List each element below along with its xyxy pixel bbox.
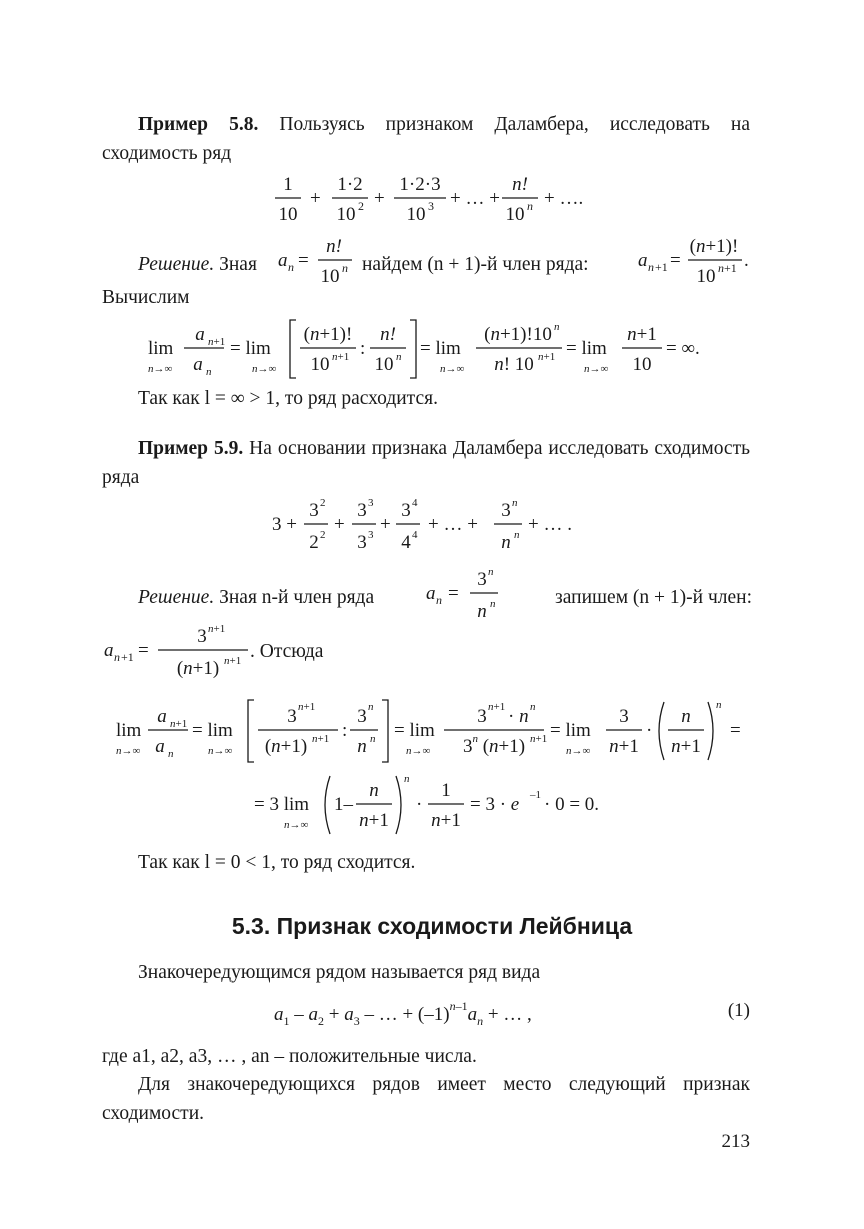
svg-text:3: 3 xyxy=(357,532,367,553)
an-formula-5-9 xyxy=(424,565,504,633)
svg-text:4: 4 xyxy=(412,529,418,541)
svg-text:= lim: = lim xyxy=(394,720,435,741)
svg-text:n: n xyxy=(477,601,487,622)
svg-text:n: n xyxy=(370,733,376,745)
svg-text:=: = xyxy=(448,583,459,604)
svg-text:10: 10 xyxy=(374,354,394,375)
svg-text:lim: lim xyxy=(148,338,174,359)
svg-text:n: n xyxy=(512,497,518,509)
svg-text:3: 3 xyxy=(197,626,207,647)
svg-text:3: 3 xyxy=(501,500,511,521)
solution-text-a: Зная n-й член ряда xyxy=(214,587,375,608)
svg-text:n: n xyxy=(514,529,520,541)
svg-text:n! 10: n! 10 xyxy=(494,354,534,375)
solution-text-b: запишем (n + 1)-й член: xyxy=(555,587,752,608)
svg-text:3 +: 3 + xyxy=(272,514,297,535)
closing-paragraph: Для знакочередующихся рядов имеет место следующий признак сходимости. xyxy=(102,1074,750,1124)
equation-number: (1) xyxy=(727,1000,750,1021)
solution-text-b: найдем (n + 1)-й член ряда: xyxy=(362,254,589,275)
svg-text:10: 10 xyxy=(278,204,298,225)
svg-text:n: n xyxy=(368,701,374,713)
svg-text:n: n xyxy=(501,532,511,553)
an-plus-1-formula-5-9 xyxy=(102,622,252,690)
svg-text:n+1: n+1 xyxy=(359,810,389,831)
svg-text:n→∞: n→∞ xyxy=(406,745,431,757)
svg-text:n+1: n+1 xyxy=(530,733,548,745)
svg-text:n→∞: n→∞ xyxy=(284,819,309,831)
svg-text:3: 3 xyxy=(401,500,411,521)
svg-text:= lim: = lim xyxy=(192,720,233,741)
svg-text:n!: n! xyxy=(512,174,528,195)
svg-text:·: · xyxy=(416,794,423,815)
svg-text:n+1: n+1 xyxy=(718,261,737,275)
svg-text:=: = xyxy=(298,250,309,271)
svg-text:+: + xyxy=(374,188,385,209)
svg-text:n: n xyxy=(168,748,174,760)
svg-text:1: 1 xyxy=(441,780,451,801)
svg-text:n+1: n+1 xyxy=(208,336,226,348)
svg-text:a: a xyxy=(155,736,165,757)
svg-text:n+1: n+1 xyxy=(208,623,226,635)
svg-text:(n+1)!: (n+1)! xyxy=(689,236,739,257)
svg-text:n: n xyxy=(648,260,654,274)
svg-text:n+1: n+1 xyxy=(332,351,350,363)
svg-text:=: = xyxy=(730,720,741,741)
svg-text:3: 3 xyxy=(357,706,367,727)
svg-text:–1: –1 xyxy=(530,789,541,801)
svg-text:=: = xyxy=(670,250,681,271)
alternating-series-formula xyxy=(272,994,592,1040)
example-text: Пользуясь признаком Даламбера, исследовать на сходимость ряд xyxy=(102,114,751,164)
svg-text:· n: · n xyxy=(508,706,529,727)
svg-text:n: n xyxy=(396,351,402,363)
svg-text:+ ….: + …. xyxy=(544,188,584,209)
svg-text:a: a xyxy=(104,640,114,661)
svg-text:3: 3 xyxy=(287,706,297,727)
svg-text:4: 4 xyxy=(412,497,418,509)
solution-label: Решение. xyxy=(138,254,215,275)
series-formula-5-8 xyxy=(270,170,590,236)
svg-text:3: 3 xyxy=(619,706,629,727)
svg-text:n→∞: n→∞ xyxy=(148,363,173,375)
svg-text:.: . xyxy=(744,250,749,271)
svg-text:n: n xyxy=(488,566,494,578)
svg-text:n+1: n+1 xyxy=(488,701,506,713)
svg-text:3: 3 xyxy=(477,706,487,727)
section-heading: 5.3. Признак сходимости Лейбница xyxy=(231,913,633,939)
svg-text:n!: n! xyxy=(326,236,342,257)
svg-text:n+1: n+1 xyxy=(431,810,461,831)
svg-text:(n+1)!: (n+1)! xyxy=(303,324,353,345)
svg-text:= lim: = lim xyxy=(230,338,271,359)
svg-text:n: n xyxy=(530,701,536,713)
svg-text:(n+1)!10: (n+1)!10 xyxy=(484,324,552,345)
svg-text:n+1: n+1 xyxy=(312,733,330,745)
svg-text:3n (n+1): 3$^n$ (n+1) xyxy=(462,733,526,757)
svg-text:n: n xyxy=(681,706,691,727)
svg-text:+ … .: + … . xyxy=(528,514,572,535)
svg-text:1: 1 xyxy=(283,174,293,195)
limit-computation-5-9-line1 xyxy=(116,698,746,770)
svg-text:+: + xyxy=(334,514,345,535)
svg-text:· 0 = 0.: · 0 = 0. xyxy=(544,794,600,815)
svg-text:a: a xyxy=(426,583,436,604)
svg-text:n+1: n+1 xyxy=(224,655,242,667)
svg-text:n: n xyxy=(554,321,560,333)
svg-text:a: a xyxy=(278,250,288,271)
svg-text:n+1: n+1 xyxy=(298,701,316,713)
hence-word: . Отсюда xyxy=(250,641,324,662)
page-number: 213 xyxy=(721,1131,750,1152)
conclusion-5-8: Так как l = ∞ > 1, то ряд расходится. xyxy=(138,388,438,409)
solution-text-a: Зная xyxy=(214,254,257,275)
svg-text:2: 2 xyxy=(309,532,319,553)
where-clause: где a1, a2, a3, … , an – положительные числа. xyxy=(102,1046,477,1067)
svg-text:10: 10 xyxy=(406,204,426,225)
svg-text:= lim: = lim xyxy=(550,720,591,741)
svg-text:n→∞: n→∞ xyxy=(208,745,233,757)
svg-text:= 3 · e: = 3 · e xyxy=(470,794,520,815)
svg-text:3: 3 xyxy=(477,569,487,590)
example-5-9-solution-line xyxy=(102,583,432,612)
svg-text:=: = xyxy=(138,640,149,661)
svg-text::: : xyxy=(360,338,366,359)
svg-text:n: n xyxy=(716,699,722,711)
svg-text:+: + xyxy=(380,514,391,535)
svg-text:n: n xyxy=(114,650,120,664)
svg-text:n→∞: n→∞ xyxy=(440,363,465,375)
svg-text:a1 – a2 + a3 – … + (–1)n–1an +: $a_1 - a_2 + a_3$ – … + $(-1)^{n-1}a_n$ + … , xyxy=(274,999,532,1028)
svg-text:+1: +1 xyxy=(655,260,668,274)
svg-text:n+1: n+1 xyxy=(627,324,657,345)
svg-text:= lim: = lim xyxy=(420,338,461,359)
svg-text:3: 3 xyxy=(368,497,374,509)
svg-text:a: a xyxy=(638,250,648,271)
svg-text:n+1: n+1 xyxy=(609,736,639,757)
svg-text:+1: +1 xyxy=(121,650,134,664)
svg-text:n: n xyxy=(357,736,367,757)
svg-text:10: 10 xyxy=(320,266,340,287)
example-5-9-statement xyxy=(102,434,750,492)
svg-text:n: n xyxy=(206,366,212,378)
svg-text:= 3 lim: = 3 lim xyxy=(254,794,310,815)
limit-computation-5-9-line2 xyxy=(252,772,612,844)
svg-text:n+1: n+1 xyxy=(170,718,188,730)
svg-text:3: 3 xyxy=(309,500,319,521)
svg-text:3: 3 xyxy=(357,500,367,521)
compute-word: Вычислим xyxy=(102,287,190,308)
limit-computation-5-8 xyxy=(148,318,708,386)
section-intro: Знакочередующимся рядом называется ряд вида xyxy=(138,962,541,983)
svg-text:a: a xyxy=(193,354,203,375)
svg-text:1–: 1– xyxy=(334,794,353,815)
svg-text:lim: lim xyxy=(116,720,142,741)
svg-text:10: 10 xyxy=(632,354,652,375)
svg-text:n: n xyxy=(404,773,410,785)
svg-text:n: n xyxy=(490,598,496,610)
svg-text:n→∞: n→∞ xyxy=(584,363,609,375)
example-text: На основании признака Даламбера исследовать сходимость ряда xyxy=(102,438,750,488)
svg-text:+ … +: + … + xyxy=(450,188,500,209)
svg-text:2: 2 xyxy=(358,199,364,213)
svg-text:n→∞: n→∞ xyxy=(252,363,277,375)
svg-text:n: n xyxy=(288,260,294,274)
svg-text:n: n xyxy=(436,593,442,607)
svg-text:3: 3 xyxy=(368,529,374,541)
svg-text:n→∞: n→∞ xyxy=(116,745,141,757)
svg-text:n: n xyxy=(369,780,379,801)
svg-text:(n+1): (n+1) xyxy=(176,658,220,679)
conclusion-5-9: Так как l = 0 < 1, то ряд сходится. xyxy=(138,852,416,873)
svg-text:a: a xyxy=(157,706,167,727)
example-5-8-statement xyxy=(102,110,750,168)
svg-text:= lim: = lim xyxy=(566,338,607,359)
svg-text:n→∞: n→∞ xyxy=(566,745,591,757)
svg-text:10: 10 xyxy=(505,204,525,225)
svg-text:10: 10 xyxy=(696,266,716,287)
svg-text:n+1: n+1 xyxy=(671,736,701,757)
svg-text::: : xyxy=(342,720,348,741)
svg-text:10: 10 xyxy=(336,204,356,225)
solution-label: Решение. xyxy=(138,587,215,608)
svg-text:4: 4 xyxy=(401,532,411,553)
svg-text:+ … +: + … + xyxy=(428,514,478,535)
svg-text:1·2: 1·2 xyxy=(337,174,363,195)
svg-text:10: 10 xyxy=(310,354,330,375)
svg-text:= ∞.: = ∞. xyxy=(666,338,700,359)
svg-text:n: n xyxy=(527,199,533,213)
svg-text:n!: n! xyxy=(380,324,396,345)
svg-text:n: n xyxy=(342,261,348,275)
svg-text:2: 2 xyxy=(320,529,326,541)
svg-text:1·2·3: 1·2·3 xyxy=(399,174,441,195)
svg-text:2: 2 xyxy=(320,497,326,509)
series-formula-5-9 xyxy=(270,496,590,564)
svg-text:·: · xyxy=(646,720,653,741)
svg-text:3: 3 xyxy=(428,199,434,213)
svg-text:(n+1): (n+1) xyxy=(264,736,308,757)
example-label: Пример 5.9. xyxy=(138,438,244,459)
svg-text:n+1: n+1 xyxy=(538,351,556,363)
example-label: Пример 5.8. xyxy=(138,114,259,135)
svg-text:a: a xyxy=(195,324,205,345)
svg-text:+: + xyxy=(310,188,321,209)
